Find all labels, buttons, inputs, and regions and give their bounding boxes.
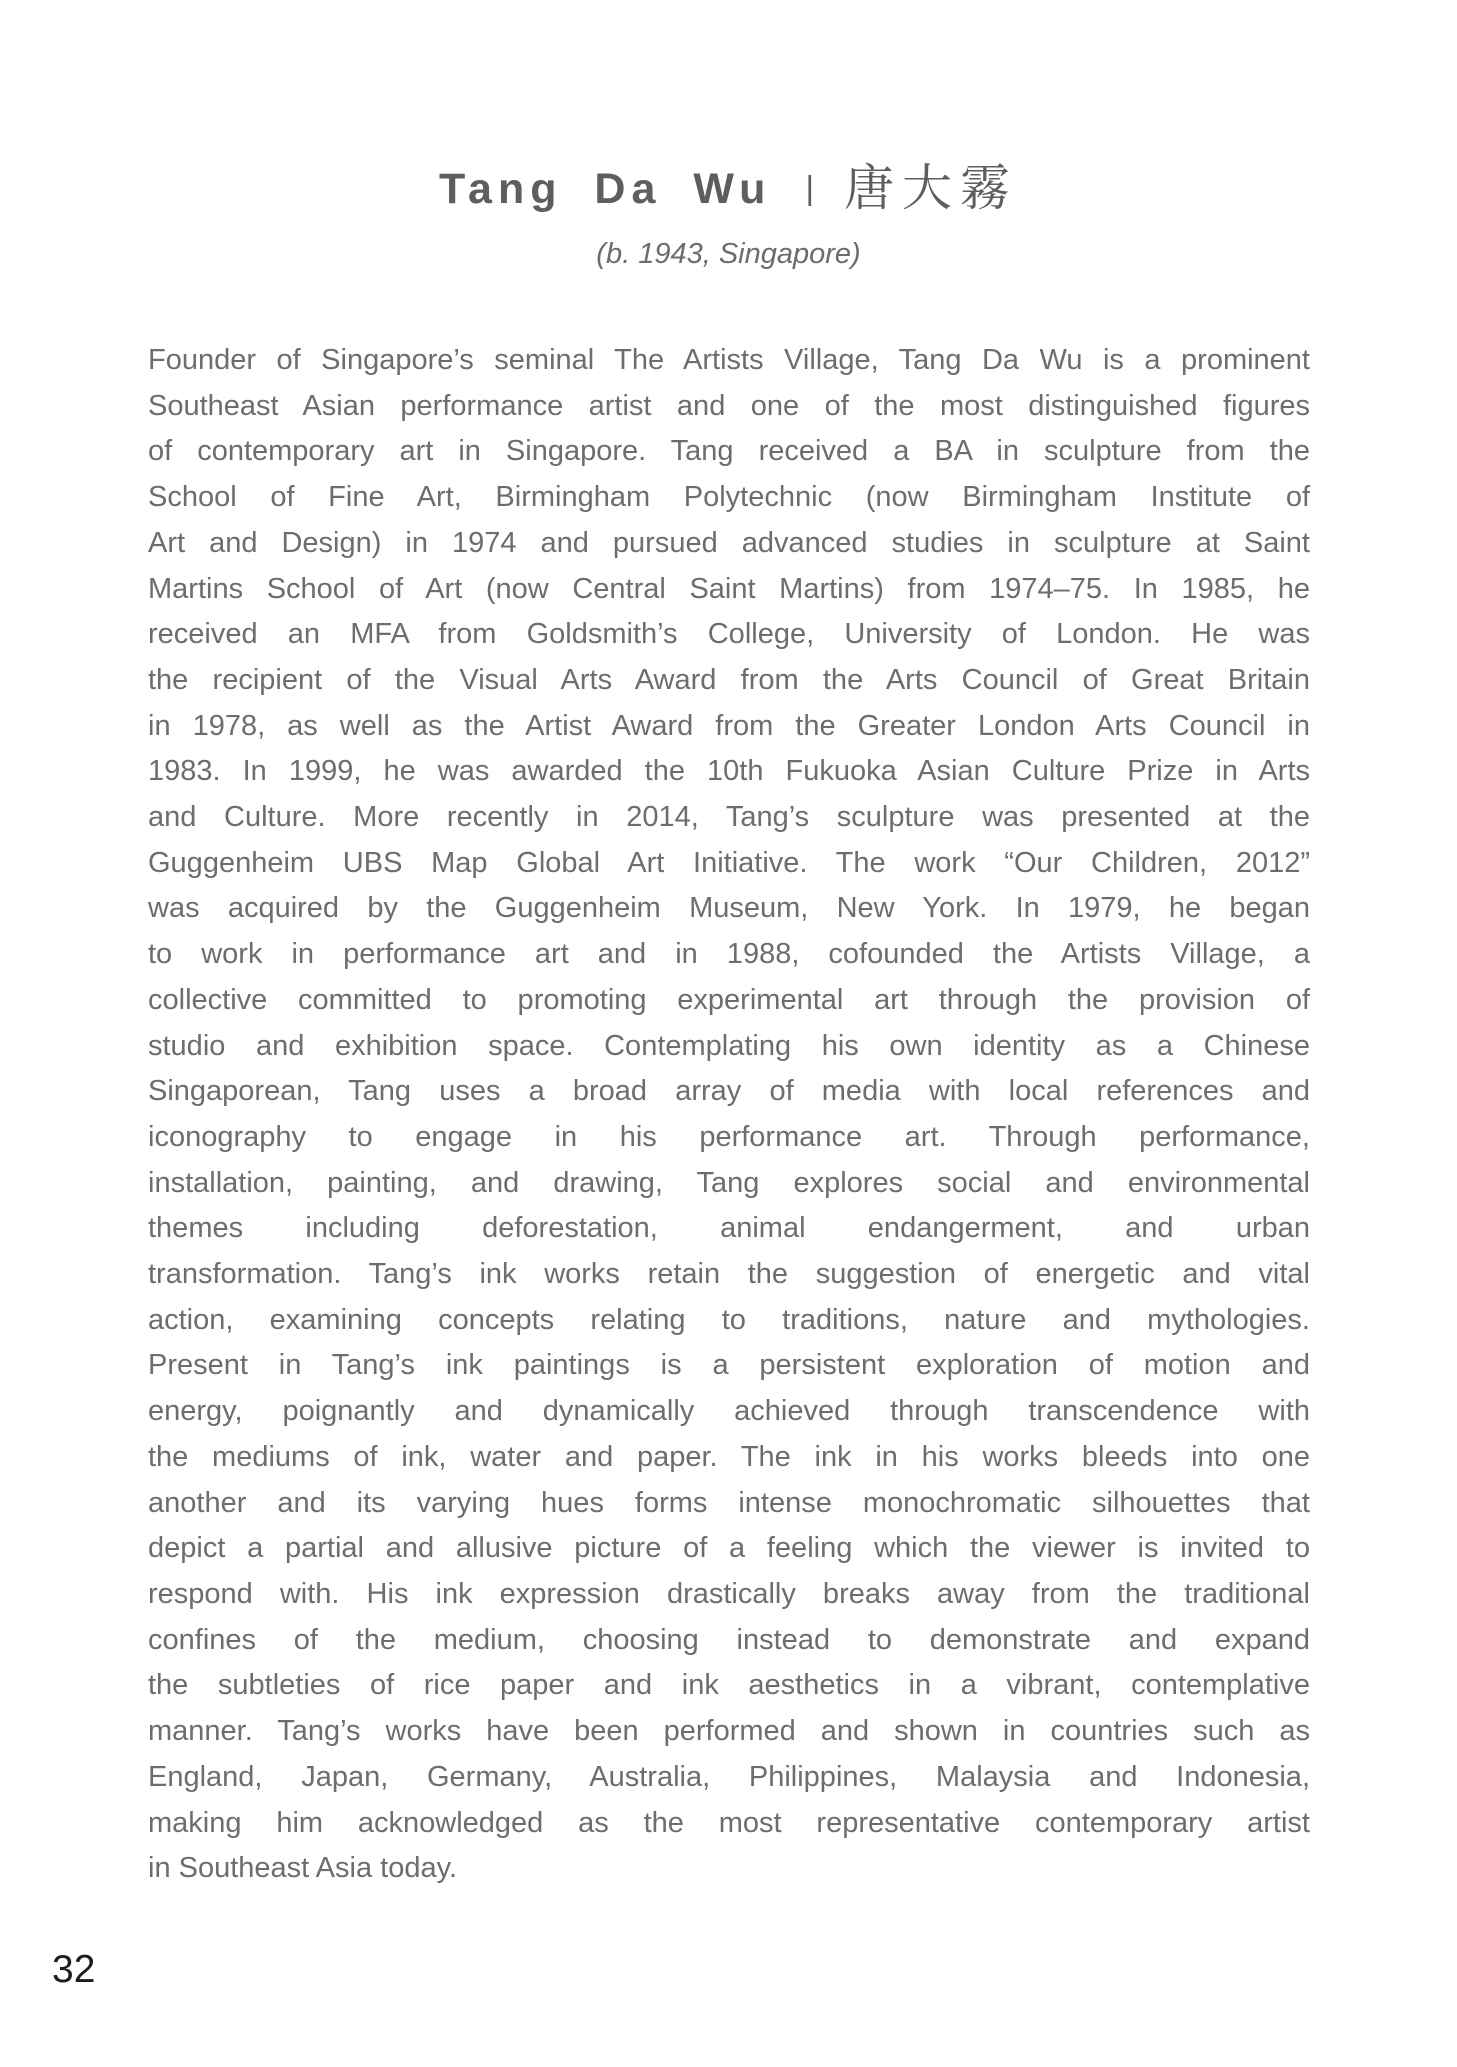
biography-line: in 1978, as well as the Artist Award from the Greater London Arts Council in	[148, 709, 1310, 742]
biography-line: installation, painting, and drawing, Tang explores social and environmental	[148, 1166, 1310, 1199]
biography-text	[148, 338, 1310, 1892]
biography-line: themes including deforestation, animal endangerment, and urban	[148, 1212, 1310, 1245]
biography-line: confines of the medium, choosing instead to demonstrate and expand	[148, 1623, 1310, 1656]
biography-line: Martins School of Art (now Central Saint Martins) from 1974–75. In 1985, he	[148, 572, 1310, 605]
biography-line: School of Fine Art, Birmingham Polytechnic (now Birmingham Institute of	[148, 481, 1310, 514]
biography-line: depict a partial and allusive picture of a feeling which the viewer is invited to	[148, 1532, 1310, 1565]
biography-line: in Southeast Asia today.	[148, 1852, 458, 1885]
biography-line: Guggenheim UBS Map Global Art Initiative. The work “Our Children, 2012”	[148, 846, 1310, 879]
biography-line: Art and Design) in 1974 and pursued advanced studies in sculpture at Saint	[148, 526, 1310, 559]
biography-line: Present in Tang’s ink paintings is a persistent exploration of motion and	[148, 1349, 1310, 1382]
biography-line: the mediums of ink, water and paper. The ink in his works bleeds into one	[148, 1440, 1310, 1473]
biography-line: Singaporean, Tang uses a broad array of media with local references and	[148, 1075, 1310, 1108]
page-header	[0, 156, 1457, 272]
biography-line: manner. Tang’s works have been performed and shown in countries such as	[148, 1715, 1310, 1748]
biography-line: England, Japan, Germany, Australia, Philippines, Malaysia and Indonesia,	[148, 1760, 1310, 1793]
biography-line: respond with. His ink expression drastically breaks away from the traditional	[148, 1577, 1310, 1610]
biography-line: Southeast Asian performance artist and one of the most distinguished figures	[148, 389, 1310, 422]
artist-name-heading	[0, 156, 1457, 222]
biography-line: the subtleties of rice paper and ink aesthetics in a vibrant, contemplative	[148, 1669, 1310, 1702]
biography-line: iconography to engage in his performance art. Through performance,	[148, 1120, 1310, 1153]
biography-line: studio and exhibition space. Contemplating his own identity as a Chinese	[148, 1029, 1310, 1062]
biography-line: the recipient of the Visual Arts Award from the Arts Council of Great Britain	[148, 663, 1310, 696]
biography-line: and Culture. More recently in 2014, Tang’s sculpture was presented at the	[148, 801, 1310, 834]
biography-line: received an MFA from Goldsmith’s College, University of London. He was	[148, 618, 1310, 651]
biography-line: 1983. In 1999, he was awarded the 10th Fukuoka Asian Culture Prize in Arts	[148, 755, 1310, 788]
biography-line: transformation. Tang’s ink works retain the suggestion of energetic and vital	[148, 1258, 1310, 1291]
artist-name-chinese: 唐大霧	[844, 160, 1019, 216]
biography-line: another and its varying hues forms intense monochromatic silhouettes that	[148, 1486, 1310, 1519]
biography-line: to work in performance art and in 1988, cofounded the Artists Village, a	[148, 938, 1310, 971]
title-separator: |	[805, 169, 815, 206]
biography-line: Founder of Singapore’s seminal The Artists Village, Tang Da Wu is a prominent	[148, 344, 1310, 376]
artist-birth-info: (b. 1943, Singapore)	[596, 238, 861, 270]
biography-line: making him acknowledged as the most representative contemporary artist	[148, 1806, 1310, 1839]
biography-line: energy, poignantly and dynamically achieved through transcendence with	[148, 1395, 1310, 1428]
biography-line: action, examining concepts relating to traditions, nature and mythologies.	[148, 1303, 1310, 1336]
biography-line: of contemporary art in Singapore. Tang received a BA in sculpture from the	[148, 435, 1310, 468]
artist-name-latin: Tang Da Wu	[438, 165, 772, 213]
biography-line: was acquired by the Guggenheim Museum, New York. In 1979, he began	[148, 892, 1310, 925]
page-number: 32	[52, 1948, 96, 1991]
biography-line: collective committed to promoting experimental art through the provision of	[148, 983, 1310, 1016]
